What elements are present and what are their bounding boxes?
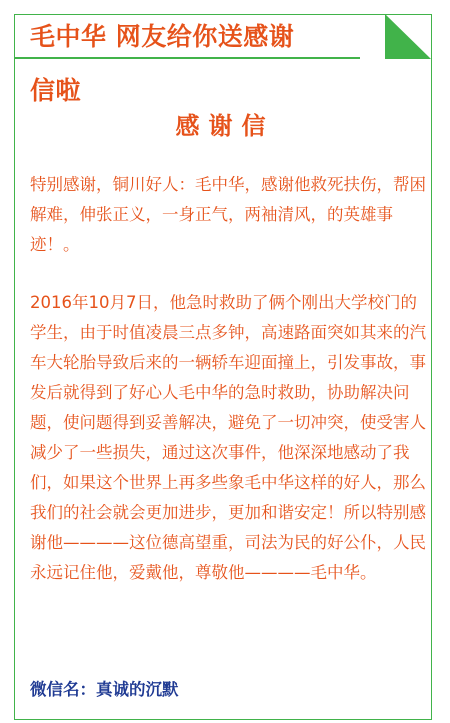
letter-paragraph-1: 特别感谢，铜川好人：毛中华，感谢他救死扶伤，帮困解难，伸张正义，一身正气，两袖清风，的英雄事迹！。 <box>30 175 426 254</box>
letter-body <box>30 170 430 616</box>
letter-paragraph-2: 2016年10月7日，他急时救助了俩个刚出大学校门的学生，由于时值凌晨三点多钟，高速路面突如其来的汽车大轮胎导致后来的一辆轿车迎面撞上，引发事故，事发后就得到了好心人毛中华的急时救助，协助解决问题，使问题得到妥善解决，避免了一切冲突，使受害人减少了一些损失，通过这次事件，他深深地感动了我们，如果这个世界上再多些象毛中华这样的好人，那么我们的社会就会更加进步，更加和谐安定！所以特别感谢他————这位德高望重，司法为民的好公仆，人民永远记住他，爱戴他，尊敬他————毛中华。 <box>30 293 426 582</box>
corner-triangle-decoration <box>385 14 431 59</box>
headline-line2: 信啦 <box>30 76 82 105</box>
headline-line1: 毛中华 网友给你送感谢 <box>30 22 295 51</box>
signature: 微信名：真诚的沉默 <box>30 680 179 699</box>
letter-title: 感谢信 <box>175 112 275 140</box>
headline <box>30 12 370 116</box>
